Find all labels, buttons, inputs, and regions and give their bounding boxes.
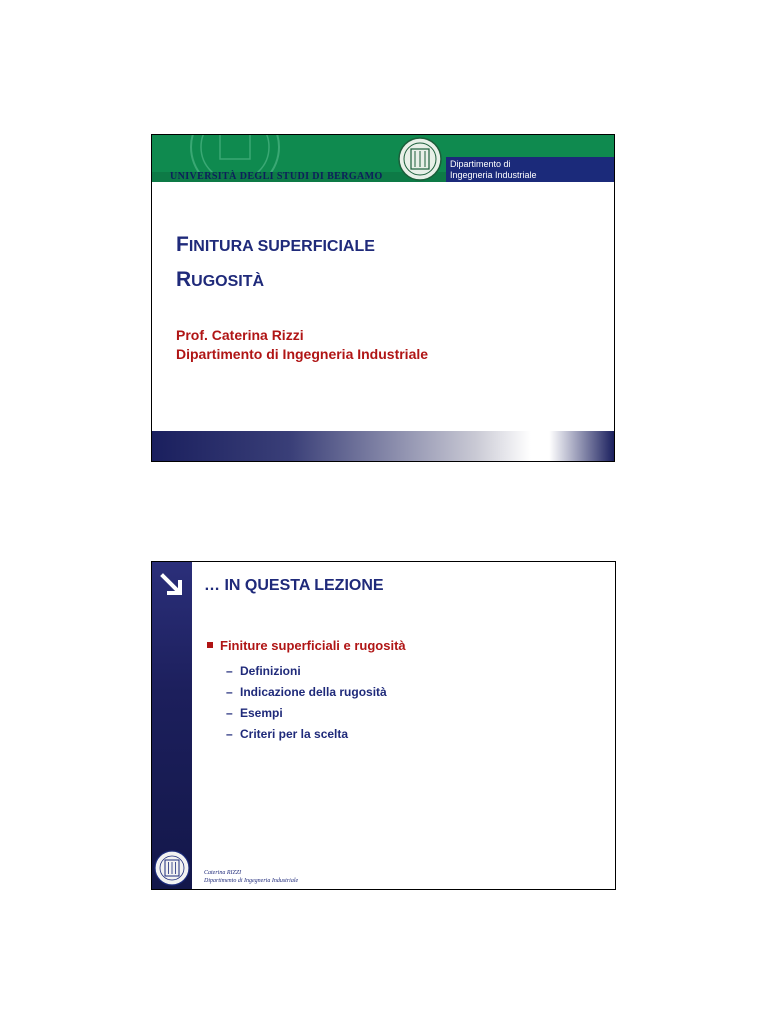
- slide-title-line-2: [176, 268, 264, 292]
- university-seal-icon: [398, 137, 442, 181]
- slide-sidebar: [152, 562, 192, 889]
- bullet-square-icon: [207, 642, 213, 648]
- main-bullet-item: Finiture superficiali e rugosità: [220, 638, 406, 653]
- slide-footer-gradient: [152, 431, 614, 461]
- university-name: UNIVERSITÀ DEGLI STUDI DI BERGAMO: [170, 171, 383, 182]
- list-item-label: Indicazione della rugosità: [240, 685, 387, 699]
- slide-title: … IN QUESTA LEZIONE: [204, 577, 384, 594]
- title-rest: UGOSITÀ: [191, 273, 265, 290]
- footer-author: Caterina RIZZI: [204, 870, 242, 876]
- department-label-box: [446, 157, 614, 182]
- department-line-1: Dipartimento di: [450, 159, 511, 169]
- university-seal-icon: [154, 850, 190, 886]
- list-item-label: Definizioni: [240, 664, 301, 678]
- department-line-2: Ingegneria Industriale: [450, 170, 537, 180]
- list-item: – Esempi: [226, 706, 283, 720]
- slide-title-line-1: [176, 233, 375, 257]
- content-slide: [151, 561, 616, 890]
- list-item: – Criteri per la scelta: [226, 727, 349, 741]
- title-initial: R: [176, 268, 192, 291]
- footer-department: Dipartimento di Ingegneria Industriale: [204, 878, 299, 884]
- list-item-label: Esempi: [240, 706, 283, 720]
- author-department: Dipartimento di Ingegneria Industriale: [176, 346, 429, 362]
- list-item: – Definizioni: [226, 664, 301, 678]
- list-item: – Indicazione della rugosità: [226, 685, 387, 699]
- author-name: Prof. Caterina Rizzi: [176, 327, 304, 343]
- slide-header-banner: [152, 135, 614, 182]
- title-initial: F: [176, 233, 189, 256]
- title-slide: [151, 134, 615, 462]
- title-rest: INITURA SUPERFICIALE: [188, 238, 375, 255]
- list-item-label: Criteri per la scelta: [240, 727, 349, 741]
- arrow-down-right-icon: [157, 570, 187, 600]
